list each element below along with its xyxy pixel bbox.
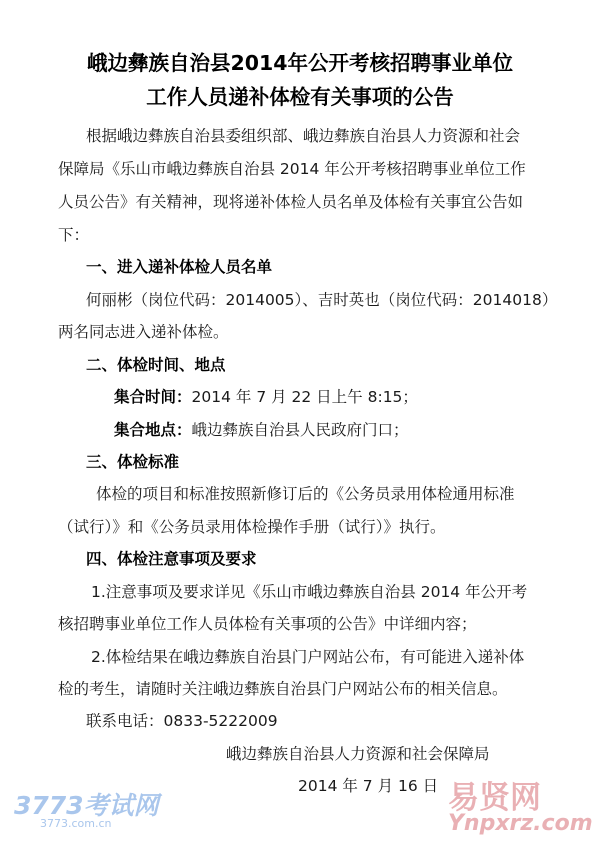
section-3-line-1: 体检的项目和标准按照新修订后的《公务员录用体检通用标准 (96, 485, 515, 503)
watermark-3773-url: 3773.com.cn (40, 817, 112, 830)
intro-line-2: 保障局《乐山市峨边彝族自治县 2014 年公开考核招聘事业单位工作 (58, 160, 526, 178)
section-3-line-2: （试行）》和《公务员录用体检操作手册（试行）》执行。 (58, 518, 446, 536)
assembly-time-row (114, 385, 418, 407)
intro-line-4: 下： (58, 226, 90, 244)
section-1-line-1: 何丽彬（岗位代码：2014005）、吉时英也（岗位代码：2014018） (86, 291, 558, 309)
watermark-3773-logo: 3773考试网 (14, 791, 159, 820)
section-4-item-1-line-1: 1.注意事项及要求详见《乐山市峨边彝族自治县 2014 年公开考 (91, 583, 528, 601)
section-4-item-2-line-2: 检的考生，请随时关注峨边彝族自治县门户网站公布的相关信息。 (58, 680, 508, 698)
issue-date: 2014 年 7 月 16 日 (298, 777, 439, 795)
section-4-item-1-line-2: 核招聘事业单位工作人员体检有关事项的公告》中详细内容； (58, 615, 477, 633)
assembly-place-label: 集合地点： (114, 421, 192, 439)
assembly-place-row (114, 418, 409, 440)
document-title-line-1: 峨边彝族自治县2014年公开考核招聘事业单位 (86, 51, 514, 75)
contact-phone: 联系电话：0833-5222009 (86, 712, 278, 730)
watermark-yixian-url: Ynpxrz.com (448, 811, 593, 836)
section-2-heading: 二、体检时间、地点 (86, 356, 226, 374)
watermark-yixian-logo: 易贤网 (448, 780, 541, 816)
section-3-heading: 三、体检标准 (86, 453, 180, 471)
assembly-place-value: 峨边彝族自治县人民政府门口； (191, 421, 409, 439)
assembly-time-label: 集合时间： (114, 388, 192, 406)
document-title-line-2: 工作人员递补体检有关事项的公告 (146, 85, 454, 109)
issuing-organization: 峨边彝族自治县人力资源和社会保障局 (226, 745, 490, 763)
section-4-heading: 四、体检注意事项及要求 (86, 550, 257, 568)
section-1-heading: 一、进入递补体检人员名单 (86, 258, 273, 276)
assembly-time-value: 2014 年 7 月 22 日上午 8:15； (191, 388, 418, 406)
section-1-line-2: 两名同志进入递补体检。 (58, 323, 229, 341)
intro-line-1: 根据峨边彝族自治县委组织部、峨边彝族自治县人力资源和社会 (86, 127, 521, 145)
intro-line-3: 人员公告》有关精神，现将递补体检人员名单及体检有关事宜公告如 (58, 193, 524, 211)
section-4-item-2-line-1: 2.体检结果在峨边彝族自治县门户网站公布，有可能进入递补体 (91, 648, 525, 666)
